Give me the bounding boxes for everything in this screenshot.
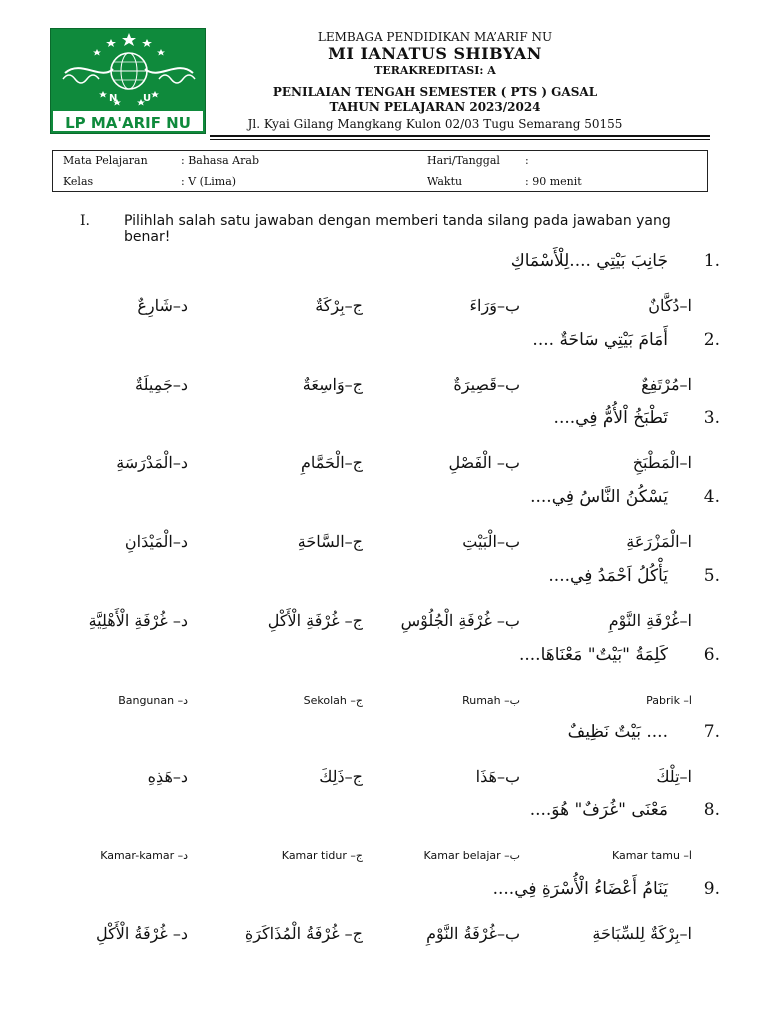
option-9-3[interactable]: ج– غُرْفَةُ الْمُذَاكَرَةِ [244,924,363,943]
option-6-4[interactable]: د– Bangunan [118,694,188,707]
option-9-1[interactable]: ا–بِرْكَةٌ لِلسِّبَاحَةِ [592,924,692,943]
option-7-2[interactable]: ب–هَذَا [475,767,520,786]
option-7-1[interactable]: ا–تِلْكَ [656,767,692,786]
option-1-2[interactable]: ب–وَرَاءَ [469,296,520,315]
option-5-3[interactable]: ج– غُرْفَةِ الْأَكْلِ [267,611,363,630]
option-3-4[interactable]: د–الْمَدْرَسَةِ [116,453,188,472]
question-6 [519,645,720,665]
section-number: I. [80,213,90,229]
header-divider-thin [210,139,710,140]
question-text: يَنَامُ أَعْضَاءُ الْأُسْرَةِ فِي.... [492,879,668,899]
question-number: 9. [703,879,720,899]
lp-maarif-nu-logo [50,28,206,134]
question-text: أَمَامَ بَيْتِي سَاحَةٌ .... [532,330,668,350]
option-8-1[interactable]: ا– Kamar tamu [611,849,692,862]
question-8 [530,800,720,820]
question-number: 1. [703,251,720,271]
question-7 [568,722,720,742]
logo-caption: LP MA'ARIF NU [51,109,205,133]
option-6-2[interactable]: ب– Rumah [462,694,520,707]
subject-value: : Bahasa Arab [181,154,259,167]
exam-info-box [52,150,708,192]
option-8-4[interactable]: د– Kamar-kamar [100,849,188,862]
question-text: كَلِمَةُ "بَيْتٌ" مَعْنَاهَا.... [518,645,668,665]
subject-label: Mata Pelajaran [63,154,148,167]
option-7-3[interactable]: ج–ذَلِكَ [319,767,363,786]
time-label: Waktu [427,175,463,188]
academic-year: TAHUN PELAJARAN 2023/2024 [329,100,541,114]
svg-text:N: N [109,93,118,104]
option-4-3[interactable]: ج–السَّاحَةِ [297,532,363,551]
question-text: تَطْبَخُ اْلأُمُّ فِي.... [553,408,668,428]
option-9-2[interactable]: ب–غُرْفَةُ النَّوْمِ [426,924,520,943]
option-7-4[interactable]: د–هَذِهِ [147,767,188,786]
exam-title: PENILAIAN TENGAH SEMESTER ( PTS ) GASAL [272,85,598,99]
option-2-1[interactable]: ا–مُرْتَفِعٌ [641,375,692,394]
school-address: Jl. Kyai Gilang Mangkang Kulon 02/03 Tugu Semarang 50155 [247,117,623,131]
option-6-1[interactable]: ا– Pabrik [646,694,692,707]
question-9 [493,879,720,899]
question-text: يَأْكُلُ اَحْمَدُ فِي.... [548,566,668,586]
header-divider [210,135,710,137]
question-number: 5. [703,566,720,586]
option-5-4[interactable]: د– غُرْفَةِ الْأَهْلِيَّةِ [88,611,188,630]
accreditation: TERAKREDITASI: A [374,64,496,77]
question-number: 4. [703,487,720,507]
question-text: جَانِبَ بَيْتِي ....لِلْأَسْمَاكِ [510,251,668,271]
question-number: 8. [703,800,720,820]
question-number: 2. [703,330,720,350]
question-text: مَعْنَى "غُرَفٌ" هُوَ.... [529,800,668,820]
option-6-3[interactable]: ج– Sekolah [303,694,363,707]
school-name: MI IANATUS SHIBYAN [328,44,542,63]
svg-text:U: U [143,93,152,104]
option-4-2[interactable]: ب–الْبَيْتِ [462,532,520,551]
option-8-3[interactable]: ج– Kamar tidur [281,849,363,862]
option-9-4[interactable]: د– غُرْفَةُ الْأَكْلِ [95,924,188,943]
day-value: : [525,154,529,167]
option-2-3[interactable]: ج–وَاسِعَةٌ [302,375,363,394]
option-5-2[interactable]: ب– غُرْفَةِ الْجُلُوْسِ [400,611,520,630]
option-3-2[interactable]: ب– الْفَصْلِ [448,453,520,472]
question-1 [511,251,720,271]
question-number: 7. [703,722,720,742]
question-text: .... بَيْتٌ نَظِيفٌ [567,722,668,742]
instruction-text: Pilihlah salah satu jawaban dengan memberi tanda silang pada jawaban yang benar! [124,213,671,245]
option-1-3[interactable]: ج–بِرْكَةٌ [315,296,363,315]
institution-name: LEMBAGA PENDIDIKAN MA’ARIF NU [317,30,553,44]
option-2-2[interactable]: ب–قَصِيرَةٌ [453,375,520,394]
day-label: Hari/Tanggal [427,154,500,167]
question-text: يَسْكُنُ النَّاسُ فِي.... [530,487,668,507]
option-1-1[interactable]: ا–دُكَّانٌ [648,296,692,315]
class-label: Kelas [63,175,94,188]
question-3 [554,408,720,428]
option-8-2[interactable]: ب– Kamar belajar [423,849,520,862]
question-5 [548,566,720,586]
option-4-1[interactable]: ا–الْمَزْرَعَةِ [626,532,692,551]
question-2 [532,330,720,350]
class-value: : V (Lima) [181,175,237,188]
time-value: : 90 menit [525,175,582,188]
option-5-1[interactable]: ا–غُرْفَةِ النَّوْمِ [608,611,692,630]
question-4 [530,487,720,507]
nu-globe-emblem-icon [51,29,207,111]
question-number: 6. [703,645,720,665]
option-1-4[interactable]: د–شَارِعٌ [137,296,188,315]
question-number: 3. [703,408,720,428]
option-2-4[interactable]: د–جَمِيلَةٌ [135,375,188,394]
option-3-3[interactable]: ج–الْحَمَّامِ [300,453,363,472]
option-4-4[interactable]: د–الْمَيْدَانِ [124,532,188,551]
option-3-1[interactable]: ا–الْمَطْبَخِ [632,453,692,472]
